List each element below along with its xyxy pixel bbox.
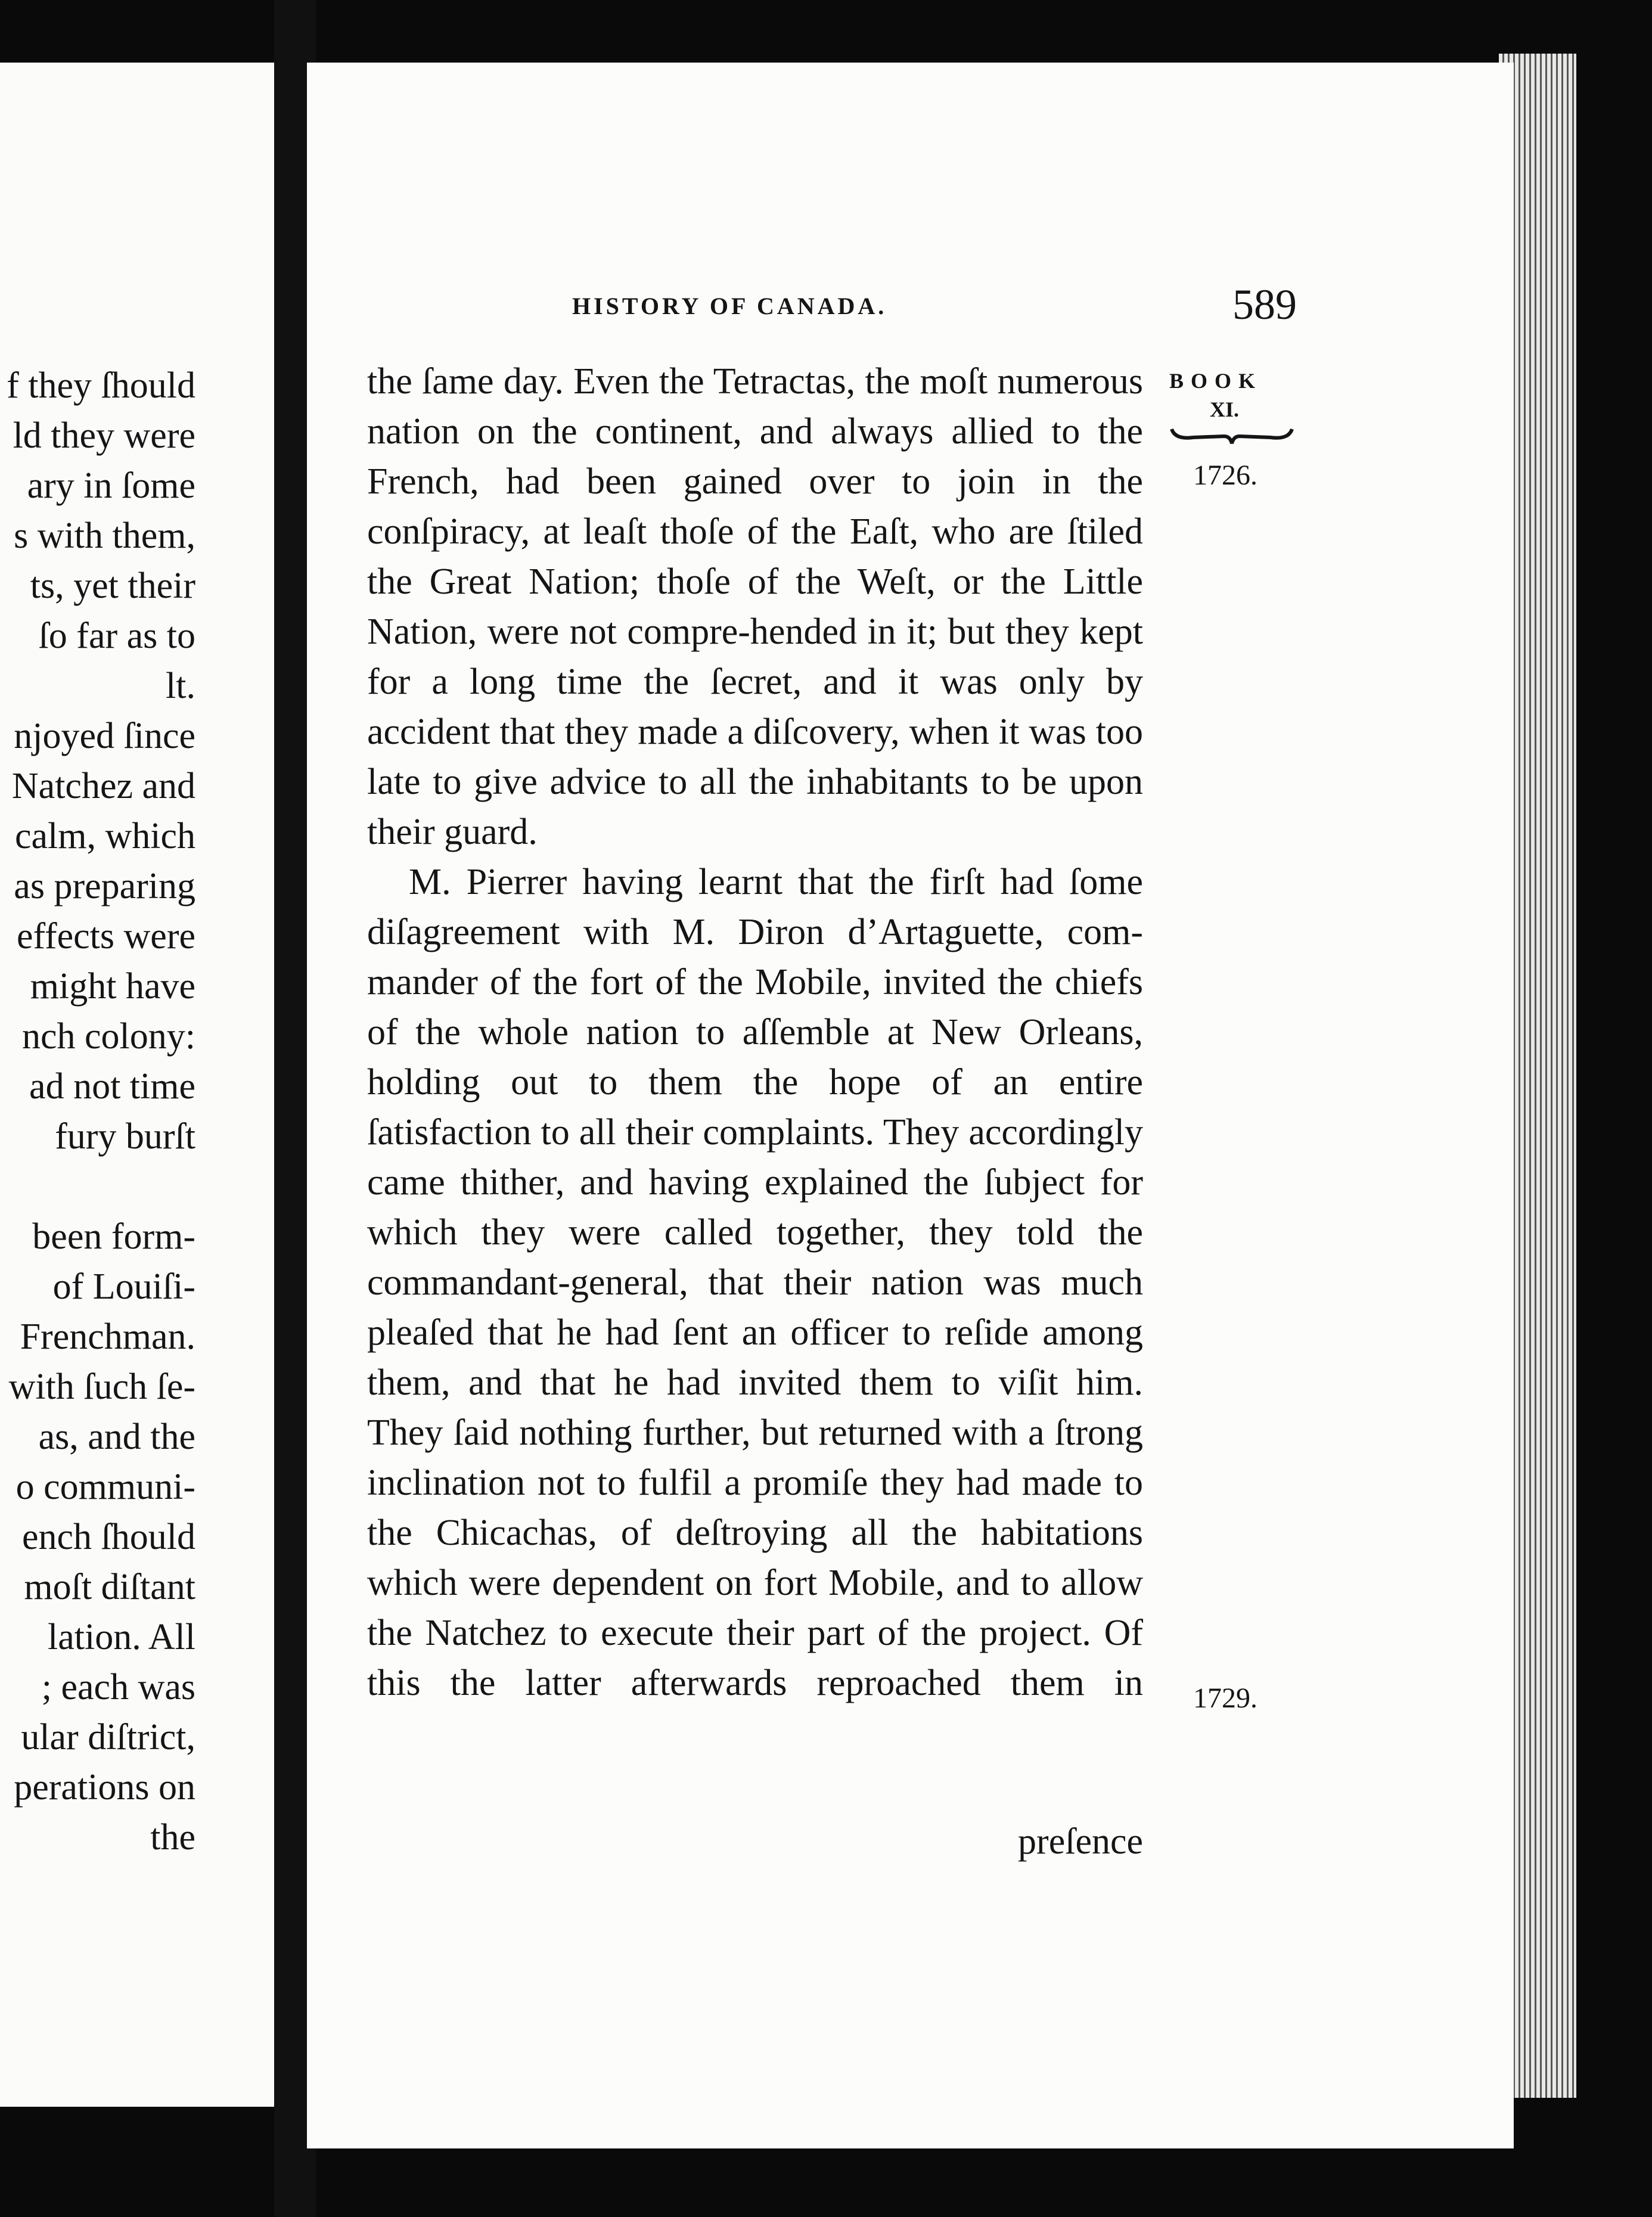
body-text <box>367 356 1143 1708</box>
paragraph: M. Pierrer having learnt that the firſt had ſome diſagreement with M. Diron d’Artaguette, com-mander of the fort of the Mobile, invited the chiefs of the whole nation to aſſemble at New Orleans, holding out to them the hope of an entire ſatisfaction to all their complaints. They accordingly came thither, and having explained the ſubject for which they were called together, they told the commandant-general, that their nation was much pleaſed that he had ſent an officer to reſide among them, and that he had invited them to viſit him. They ſaid nothing further, but returned with a ſtrong inclination not to fulfil a promiſe they had made to the Chicachas, of deſtroying all the habitations which were dependent on fort Mobile, and to allow the Natchez to execute their part of the project. Of this the latter afterwards reproached them in <box>367 862 1143 1703</box>
left-page-line: ſo far as to <box>38 616 195 656</box>
margin-book-number: XI. <box>1210 398 1240 421</box>
left-page-line: with ſuch ſe- <box>8 1367 195 1407</box>
left-page-line: ts, yet their <box>30 566 195 606</box>
left-page-line: fury burſt <box>55 1116 195 1157</box>
left-page-line: s with them, <box>14 516 195 556</box>
paragraph: the ſame day. Even the Tetractas, the moſt numerous nation on the continent, and always allied to the French, had been gained over to join in the conſpiracy, at leaſt thoſe of the Eaſt, who are ſtiled the Great Nation; thoſe of the Weſt, or the Little Nation, were not compre-hended in it; but they kept for a long time the ſecret, and it was only by accident that they made a diſcovery, when it was too late to give advice to all the inhabitants to be upon their guard. <box>367 361 1143 852</box>
left-page-line: lt. <box>166 666 195 706</box>
left-page-line: nch colony: <box>22 1016 195 1057</box>
margin-book-label: BOOK <box>1169 369 1263 393</box>
left-page-line: as, and the <box>38 1417 195 1457</box>
left-page-line: ad not time <box>29 1066 195 1107</box>
left-page <box>0 63 274 2107</box>
left-page-line: o communi- <box>15 1467 195 1507</box>
left-page-line: Frenchman. <box>20 1316 195 1357</box>
left-page-line: perations on <box>14 1767 195 1808</box>
left-page-line: Natchez and <box>11 766 195 806</box>
margin-date: 1729. <box>1193 1682 1257 1714</box>
left-page-line: been form- <box>32 1216 195 1257</box>
running-head: HISTORY OF CANADA. <box>572 293 887 319</box>
left-page-line: f they ſhould <box>7 365 195 406</box>
left-page-line: ary in ſome <box>27 465 195 506</box>
brace-ornament <box>1169 424 1294 446</box>
left-page-line: lation. All <box>48 1617 195 1657</box>
margin-date: 1726. <box>1193 459 1257 491</box>
left-page-line: ld they were <box>13 415 195 456</box>
left-page-line: ; each was <box>41 1667 195 1707</box>
left-page-line: moſt diſtant <box>24 1567 195 1607</box>
left-page-line: effects were <box>16 916 195 957</box>
left-page-line: njoyed ſince <box>14 716 195 756</box>
catchword: preſence <box>1018 1821 1143 1862</box>
left-page-line: the <box>150 1817 195 1858</box>
left-page-line: ular diſtrict, <box>21 1717 195 1758</box>
left-page-line: might have <box>30 966 195 1007</box>
left-page-line: ench ſhould <box>22 1517 195 1557</box>
left-page-line: of Louiſi- <box>52 1266 195 1307</box>
page-number: 589 <box>1232 281 1297 328</box>
left-page-line: as preparing <box>14 866 195 906</box>
left-page-line: calm, which <box>14 816 195 856</box>
